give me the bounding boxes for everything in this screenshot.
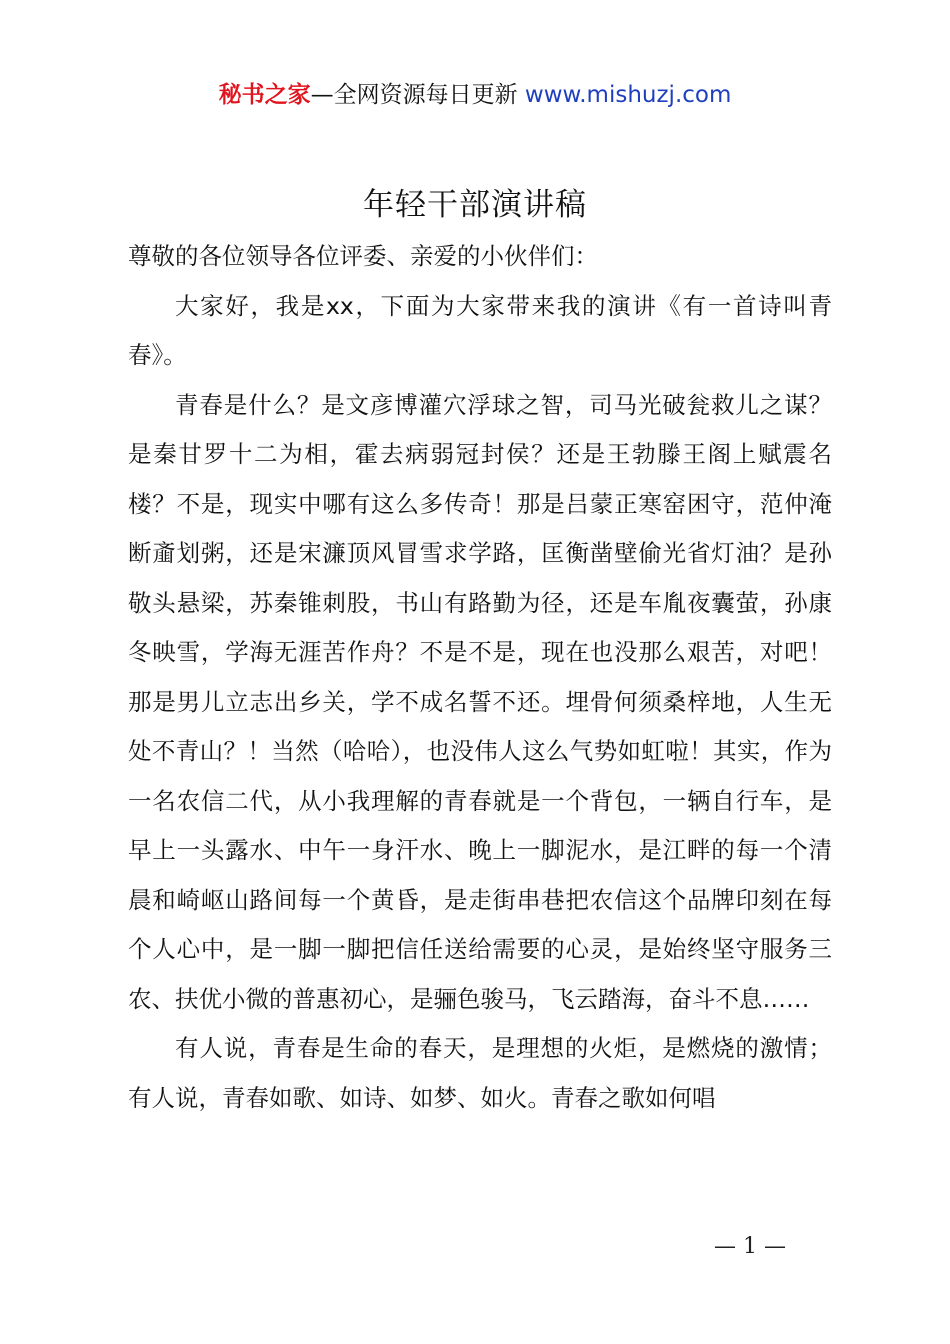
site-brand: 秘书之家: [218, 82, 311, 108]
paragraph-3: 有人说，青春是生命的春天，是理想的火炬，是燃烧的激情；有人说，青春如歌、如诗、如梦、如火。青春之歌如何唱: [128, 1034, 832, 1112]
document-body: [128, 232, 832, 1123]
page-number: — 1 —: [714, 1234, 786, 1259]
site-header: [0, 78, 950, 112]
salutation: 尊敬的各位领导各位评委、亲爱的小伙伴们：: [128, 242, 598, 270]
paragraph-1: 大家好，我是xx，下面为大家带来我的演讲《有一首诗叫青春》。: [128, 291, 832, 369]
site-tagline: —全网资源每日更新: [310, 82, 518, 108]
paragraph-2: 青春是什么？是文彦博灌穴浮球之智，司马光破瓮救儿之谋？是秦甘罗十二为相，霍去病弱冠封侯？还是王勃滕王阁上赋震名楼？不是，现实中哪有这么多传奇！那是吕蒙正寒窑困守，范仲淹断齑划粥，还是宋濂顶风冒雪求学路，匡衡凿壁偷光省灯油？是孙敬头悬梁，苏秦锥刺股，书山有路勤为径，还是车胤夜囊萤，孙康冬映雪，学海无涯苦作舟？不是不是，现在也没那么艰苦，对吧！那是男儿立志出乡关，学不成名誓不还。埋骨何须桑梓地，人生无处不青山？！当然（哈哈），也没伟人这么气势如虹啦！其实，作为一名农信二代，从小我理解的青春就是一个背包，一辆自行车，是早上一头露水、中午一身汗水、晚上一脚泥水，是江畔的每一个清晨和崎岖山路间每一个黄昏，是走街串巷把农信这个品牌印刻在每个人心中，是一脚一脚把信任送给需要的心灵，是始终坚守服务三农、扶优小微的普惠初心，是骊色骏马，飞云踏海，奋斗不息……: [128, 390, 832, 1013]
site-url-link[interactable]: www.mishuzj.com: [524, 82, 732, 108]
document-title: 年轻干部演讲稿: [363, 187, 587, 223]
